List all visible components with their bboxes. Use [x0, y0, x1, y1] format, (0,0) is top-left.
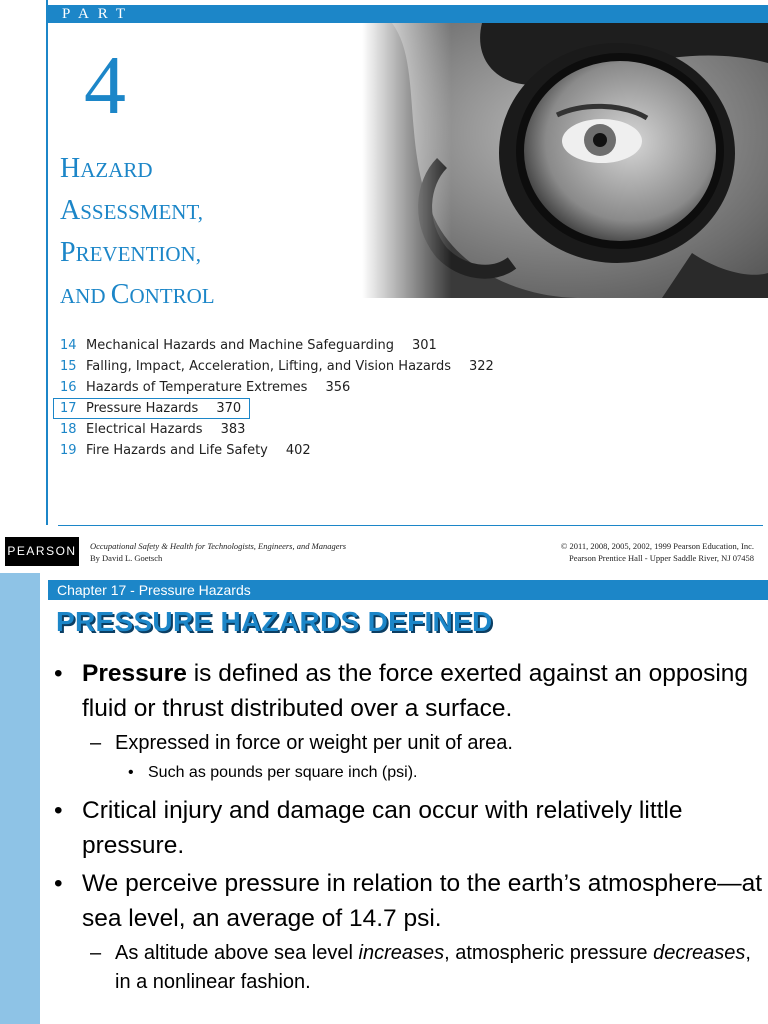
footer-copyright: © 2011, 2008, 2005, 2002, 1999 Pearson Education, Inc.	[560, 541, 754, 551]
footer-book-title: Occupational Safety & Health for Technologists, Engineers, and Managers	[90, 541, 347, 551]
toc-item[interactable]	[60, 335, 494, 356]
bullet-text: Critical injury and damage can occur with relatively little pressure.	[82, 797, 683, 859]
bullet-keyword: Pressure	[82, 660, 187, 687]
sub-bullet-text: , in a nonlinear fashion.	[115, 942, 751, 993]
bullet-icon: •	[128, 764, 134, 781]
part-title-line: PREVENTION,	[60, 237, 201, 268]
footer-divider	[58, 525, 763, 526]
sub-bullet-item	[48, 729, 763, 758]
toc-item[interactable]	[60, 419, 494, 440]
sub-bullet-text: , atmospheric pressure	[444, 942, 654, 964]
toc-item-highlighted[interactable]	[60, 398, 494, 419]
sub-sub-bullet-text: Such as pounds per square inch (psi).	[148, 764, 418, 781]
toc-chapter-title: Pressure Hazards	[86, 401, 199, 416]
footer-book-info	[90, 540, 346, 564]
sub-bullet-item	[48, 939, 763, 997]
part-label: PART	[62, 6, 135, 22]
toc-chapter-number: 16	[60, 380, 77, 395]
toc-chapter-title: Electrical Hazards	[86, 422, 203, 437]
bullet-icon: •	[54, 660, 63, 687]
sub-bullet-emphasis: increases	[358, 942, 445, 964]
toc-highlight-box	[53, 398, 250, 419]
toc-item[interactable]	[60, 356, 494, 377]
toc-chapter-title: Mechanical Hazards and Machine Safeguarding	[86, 338, 394, 353]
gas-mask-photo	[362, 23, 768, 298]
sub-sub-bullet-item	[48, 760, 763, 786]
toc-item[interactable]	[60, 440, 494, 461]
toc-chapter-title: Falling, Impact, Acceleration, Lifting, and Vision Hazards	[86, 359, 451, 374]
pearson-logo: PEARSON	[5, 537, 79, 566]
toc-page-number: 322	[468, 359, 494, 374]
sub-bullet-text: As altitude above sea level	[115, 942, 359, 964]
toc-item[interactable]	[60, 377, 494, 398]
toc-page-number: 370	[216, 401, 242, 416]
slide-title: PRESSURE HAZARDS DEFINED	[56, 606, 493, 637]
table-of-contents	[60, 335, 494, 461]
part-number: 4	[84, 39, 126, 132]
part-header-band	[48, 5, 768, 23]
bullet-item	[48, 866, 763, 936]
toc-page-number: 402	[285, 443, 311, 458]
toc-chapter-title: Fire Hazards and Life Safety	[86, 443, 268, 458]
part-title	[60, 150, 215, 318]
toc-chapter-number: 14	[60, 338, 77, 353]
toc-chapter-title: Hazards of Temperature Extremes	[86, 380, 308, 395]
sub-bullet-emphasis: decreases	[653, 942, 746, 964]
bullet-text: is defined as the force exerted against an opposing fluid or thrust distributed over a surface.	[82, 660, 749, 722]
bullet-icon: •	[54, 870, 63, 897]
vertical-accent-line	[46, 0, 48, 525]
toc-chapter-number: 17	[60, 401, 77, 416]
toc-chapter-number: 18	[60, 422, 77, 437]
footer-author: By David L. Goetsch	[90, 553, 163, 563]
part-title-line: HAZARD	[60, 153, 153, 184]
sub-bullet-text: Expressed in force or weight per unit of area.	[115, 732, 513, 754]
toc-page-number: 383	[220, 422, 246, 437]
bullet-text: We perceive pressure in relation to the earth’s atmosphere—at sea level, an average of 14.7 psi.	[82, 870, 763, 932]
footer-publisher-info	[561, 540, 754, 564]
part-title-line: ASSESSMENT,	[60, 195, 203, 226]
toc-page-number: 301	[411, 338, 437, 353]
bullet-item	[48, 656, 763, 726]
slide-body	[48, 656, 763, 999]
dash-icon: –	[90, 942, 102, 964]
toc-page-number: 356	[325, 380, 351, 395]
toc-chapter-number: 19	[60, 443, 77, 458]
bullet-icon: •	[54, 797, 63, 824]
toc-chapter-number: 15	[60, 359, 77, 374]
footer-publisher: Pearson Prentice Hall - Upper Saddle River, NJ 07458	[569, 553, 754, 563]
part-title-line: AND CONTROL	[60, 279, 215, 310]
dash-icon: –	[90, 732, 102, 754]
bullet-item	[48, 793, 763, 863]
chapter-label: Chapter 17 - Pressure Hazards	[57, 582, 251, 598]
